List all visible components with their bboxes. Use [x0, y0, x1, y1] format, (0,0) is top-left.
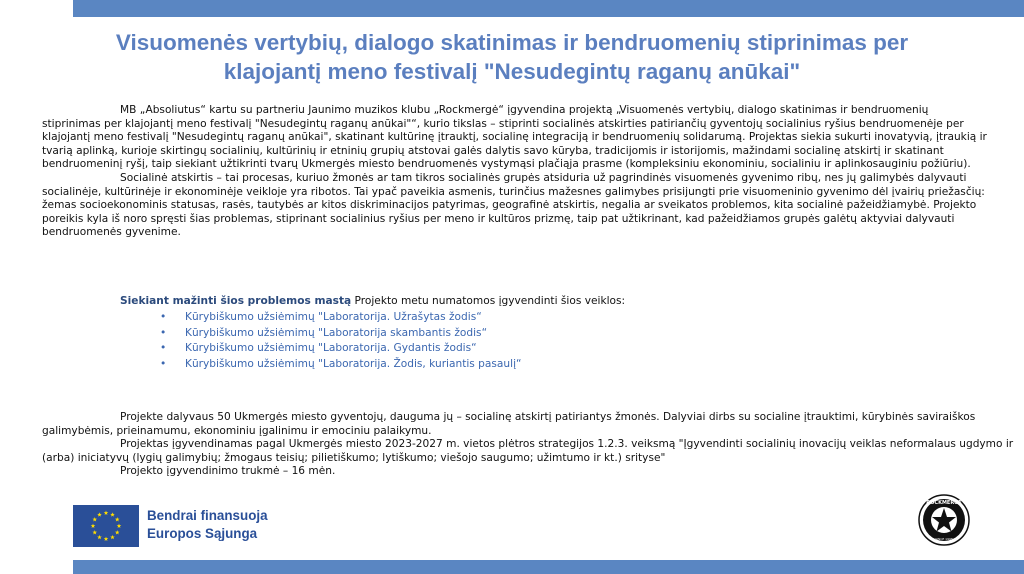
list-item	[160, 310, 522, 326]
eu-flag-icon	[73, 505, 139, 547]
title-line-2: klajojantį meno festivalį "Nesudegintų raganų anūkai"	[223, 59, 801, 84]
paragraph-social-exclusion: Socialinė atskirtis – tai procesas, kuriuo žmonės ar tam tikros socialinės grupės atsiduria už pagrindinės visuomenės gyvenimo ribų, nes jų galimybės dalyvauti socialinėje, kultūrinėje ir ekonominėje veikloje yra ribotos. Tai ypač paveikia asmenis, turinčius mažesnes galimybes prisijungti prie visuomeninio gyvenimo dėl įvairių priežasčių: žemas socioekonominis statusas, rasės, tautybės ar kitos diskriminacijos patyrimas, geografinė atskirtis, negalia ar sveikatos problemos, kita socialinė pažeidžiamybė. Projekto poreikis kyla iš noro spręsti šias problemas, stiprinant socialinius ryšius per meno ir kultūros prizmę, taip pat užtikrinant, kad pažeidžiamos grupės galėtų aktyviai dalyvauti bendruomenės gyvenime.	[42, 171, 985, 239]
eu-funding-line-1: Bendrai finansuoja	[147, 508, 268, 523]
bullet-icon: •	[160, 358, 167, 371]
bullet-icon: •	[160, 326, 167, 339]
details-text	[42, 411, 1017, 479]
page-title	[60, 28, 964, 86]
activity-label: Kūrybiškumo užsiėmimų "Laboratorija. Žodis, kuriantis pasaulį“	[185, 358, 522, 371]
bullet-icon: •	[160, 342, 167, 355]
activities-lead-rest: Projekto metu numatomos įgyvendinti šios veiklos:	[351, 295, 626, 307]
paragraph-participants: Projekte dalyvaus 50 Ukmergės miesto gyventojų, dauguma jų – socialinę atskirtį patiriantys žmonės. Dalyviai dirbs su socialine įtrauktimi, kūrybinės saviraiškos galimybėmis, prieinamumu, ekonominiu įgalinimu ir emociniu palaikymu.	[42, 411, 976, 437]
eu-funding-line-2: Europos Sąjunga	[147, 526, 258, 541]
activities-lead	[120, 295, 625, 309]
title-line-1: Visuomenės vertybių, dialogo skatinimas ir bendruomenių stiprinimas per	[115, 30, 909, 55]
list-item	[160, 326, 522, 342]
activity-list	[160, 310, 522, 373]
list-item	[160, 341, 522, 357]
rockmerge-logo-icon	[918, 494, 970, 546]
intro-text	[42, 104, 988, 240]
paragraph-project: MB „Absoliutus“ kartu su partneriu Jaunimo muzikos klubu „Rockmergė“ įgyvendina projektą „Visuomenės vertybių, dialogo skatinimas ir bendruomenių stiprinimas per klajojantį meno festivalį "Nesudegintų raganų anūkai"“, kurio tikslas – stiprinti socialinės atskirties patiriančių gyventojų socialinius ryšius bendruomenėje per klajojantį meno festivalį "Nesudegintų raganų anūkai", skatinant kultūrinę įtrauktį, socialinę integraciją ir bendruomenių solidarumą. Projektas siekia sukurti inovatyvią, įtraukią ir tvarią aplinką, kurioje skirtingų socialinių, kultūrinių ir etninių grupių atstovai galės dalytis savo kūryba, tradicijomis ir istorijomis, mažindami socialinę atskirtį ir skatinant bendruomeninį ryšį, taip siekiant užtikrinti tvarų Ukmergės miesto bendruomenės vystymąsi plačiąja prasme (kompleksiniu ekonominiu, socialiniu ir aplinkosauginiu požiūriu).	[42, 104, 987, 171]
activity-label: Kūrybiškumo užsiėmimų "Laboratorija. Gydantis žodis“	[185, 342, 477, 355]
bullet-icon: •	[160, 311, 167, 323]
eu-funding-label	[147, 507, 268, 543]
logo-top-text: ROCKMERGĖ	[926, 500, 962, 506]
paragraph-duration: Projekto įgyvendinimo trukmė – 16 mėn.	[120, 465, 336, 478]
top-accent-bar	[73, 0, 1024, 17]
logo-bottom-text: SINCE 1998	[935, 537, 953, 541]
paragraph-strategy: Projektas įgyvendinamas pagal Ukmergės miesto 2023-2027 m. vietos plėtros strategijos 1.2.3. veiksmą "Įgyvendinti socialinių inovacijų veiklas neformalaus ugdymo ir (arba) iniciatyvų (lygių galimybių; žmogaus teisių; pilietiškumo; lytiškumo; viešojo saugumo; užimtumo ir kt.) srityse"	[42, 438, 1014, 464]
activity-label: Kūrybiškumo užsiėmimų "Laboratorija skambantis žodis“	[185, 326, 488, 339]
bottom-accent-bar	[73, 560, 1024, 574]
activity-label: Kūrybiškumo užsiėmimų "Laboratorija. Užrašytas žodis“	[185, 311, 482, 323]
list-item	[160, 357, 522, 373]
activities-lead-bold: Siekiant mažinti šios problemos mastą	[120, 295, 352, 307]
